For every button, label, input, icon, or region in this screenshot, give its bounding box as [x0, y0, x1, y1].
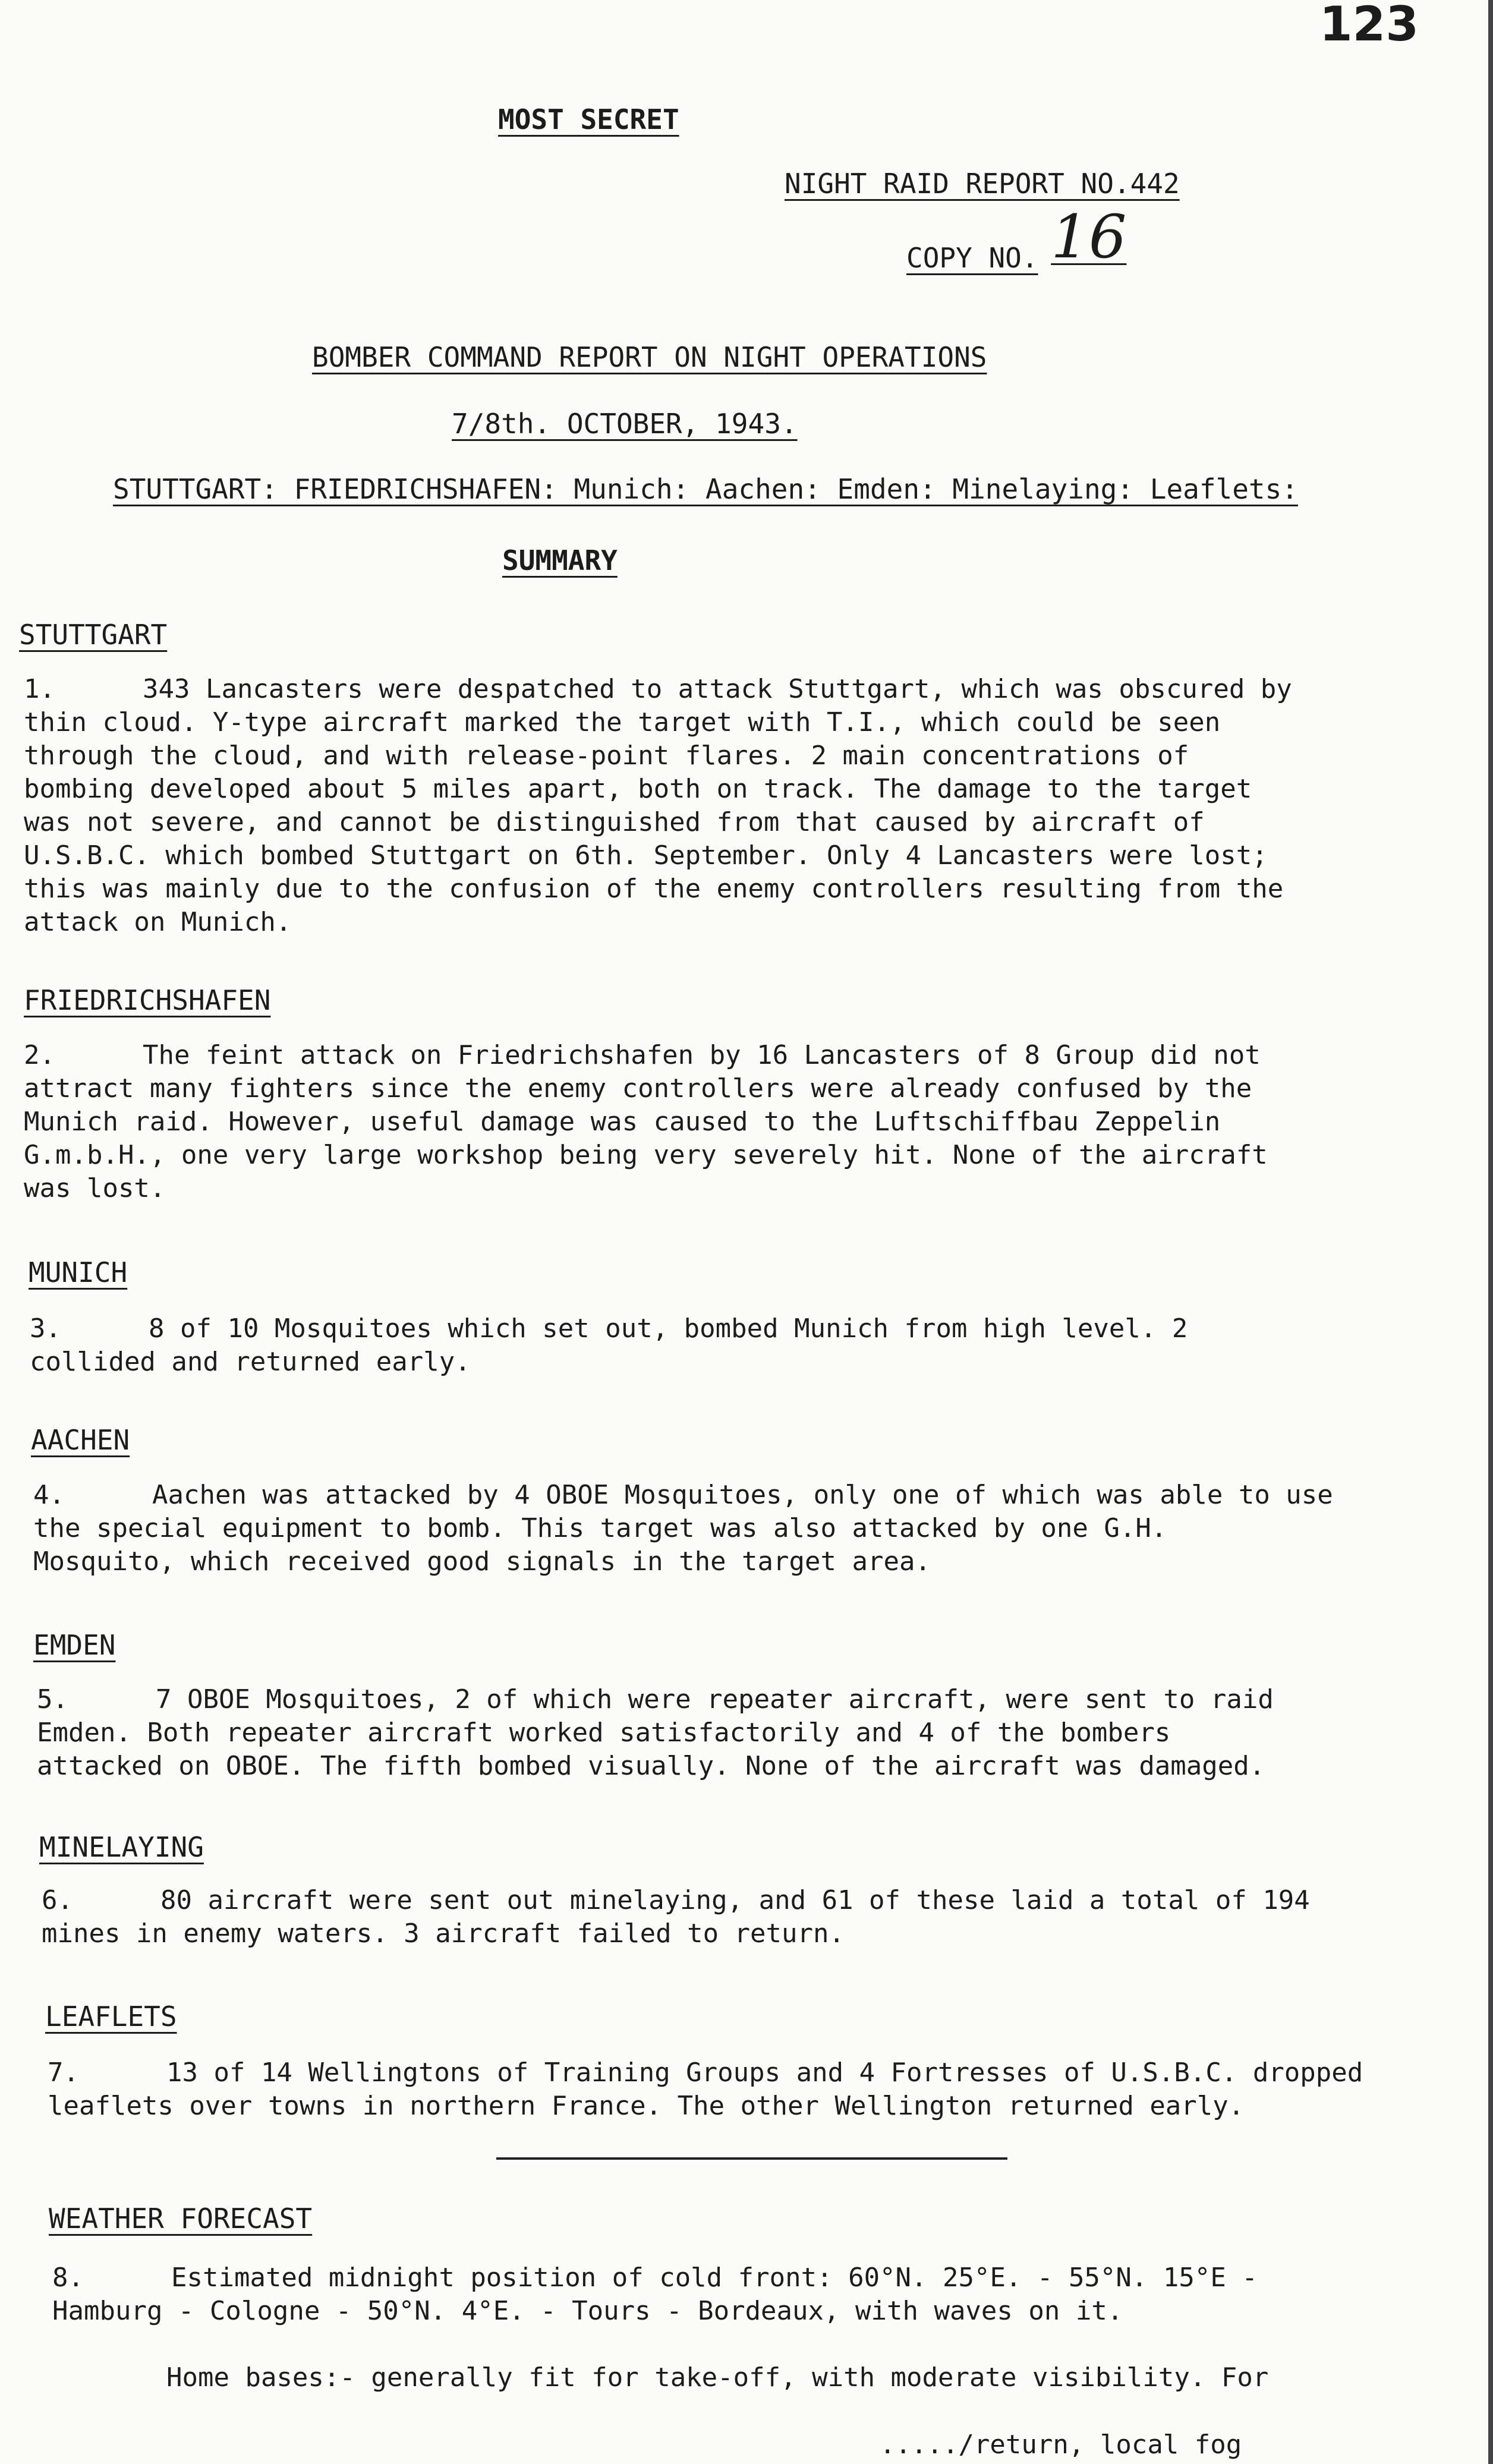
section-heading-aachen: AACHEN — [31, 1424, 130, 1456]
paragraph-line: was lost. — [24, 1173, 166, 1203]
paragraph-line: Hamburg - Cologne - 50°N. 4°E. - Tours - Bordeaux, with waves on it. — [52, 2296, 1123, 2326]
section-heading-emden: EMDEN — [33, 1629, 116, 1661]
paragraph-line: attacked on OBOE. The fifth bombed visually. None of the aircraft was damaged. — [37, 1751, 1265, 1781]
paragraph-friedrichshafen — [24, 1039, 1450, 1205]
section-heading-friedrichshafen: FRIEDRICHSHAFEN — [24, 984, 271, 1016]
paragraph-line: Emden. Both repeater aircraft worked satisfactorily and 4 of the bombers — [37, 1718, 1171, 1748]
paragraph-line: Mosquito, which received good signals in the target area. — [33, 1546, 931, 1577]
paragraph-number: 5. — [37, 1684, 68, 1715]
paragraph-line: leaflets over towns in northern France. The other Wellington returned early. — [48, 2091, 1245, 2121]
scan-edge — [1488, 0, 1493, 2464]
paragraph-aachen — [33, 1479, 1460, 1578]
paragraph-line: thin cloud. Y-type aircraft marked the target with T.I., which could be seen — [24, 707, 1221, 738]
classification: MOST SECRET — [498, 103, 679, 136]
paragraph-line: U.S.B.C. which bombed Stuttgart on 6th. September. Only 4 Lancasters were lost; — [24, 840, 1268, 871]
paragraph-number: 8. — [52, 2263, 84, 2293]
paragraph-number: 6. — [42, 1885, 73, 1915]
paragraph-line: G.m.b.H., one very large workshop being very severely hit. None of the aircraft — [24, 1140, 1268, 1170]
copy-number-handwritten: 16 — [1051, 202, 1127, 272]
paragraph-line: attack on Munich. — [24, 907, 292, 937]
paragraph-line: bombing developed about 5 miles apart, both on track. The damage to the target — [24, 774, 1252, 804]
copy-label: COPY NO. — [906, 242, 1038, 274]
section-heading-munich: MUNICH — [29, 1256, 128, 1288]
paragraph-line: 2. The feint attack on Friedrichshafen by 16 Lancasters of 8 Group did not — [24, 1039, 1450, 1072]
paragraph-weather-forecast — [52, 2261, 1479, 2328]
paragraph-line: 3. 8 of 10 Mosquitoes which set out, bombed Munich from high level. 2 — [30, 1312, 1456, 1346]
paragraph-line: collided and returned early. — [30, 1347, 471, 1377]
paragraph-number: 7. — [48, 2057, 79, 2088]
paragraph-line: 5. 7 OBOE Mosquitoes, 2 of which were repeater aircraft, were sent to raid — [37, 1683, 1463, 1716]
continuation-marker: ...../return, local fog — [880, 2430, 1242, 2460]
paragraph-line: was not severe, and cannot be distinguished from that caused by aircraft of — [24, 807, 1205, 837]
paragraph-number: 2. — [24, 1040, 55, 1070]
paragraph-emden — [37, 1683, 1463, 1783]
paragraph-line: Munich raid. However, useful damage was caused to the Luftschiffbau Zeppelin — [24, 1107, 1221, 1137]
page-number: 123 — [1319, 0, 1419, 52]
paragraph-line: 8. Estimated midnight position of cold front: 60°N. 25°E. - 55°N. 15°E - — [52, 2261, 1479, 2295]
section-heading-weather-forecast: WEATHER FORECAST — [49, 2203, 313, 2235]
paragraph-line: 4. Aachen was attacked by 4 OBOE Mosquitoes, only one of which was able to use — [33, 1479, 1460, 1512]
section-heading-leaflets: LEAFLETS — [45, 2000, 177, 2033]
paragraph-line: the special equipment to bomb. This target was also attacked by one G.H. — [33, 1513, 1167, 1543]
summary-heading: SUMMARY — [502, 544, 618, 576]
paragraph-number: 3. — [30, 1313, 61, 1344]
paragraph-line: this was mainly due to the confusion of the enemy controllers resulting from the — [24, 874, 1284, 904]
paragraph-munich — [30, 1312, 1456, 1379]
section-heading-stuttgart: STUTTGART — [19, 619, 168, 651]
paragraph-line: attract many fighters since the enemy controllers were already confused by the — [24, 1073, 1252, 1104]
paragraph-stuttgart — [24, 673, 1450, 939]
report-date: 7/8th. OCTOBER, 1943. — [452, 408, 798, 440]
copy-number-line — [906, 202, 1126, 272]
paragraph-leaflets — [48, 2056, 1474, 2123]
report-title: BOMBER COMMAND REPORT ON NIGHT OPERATIONS — [312, 341, 987, 373]
home-bases-line: Home bases:- generally fit for take-off, with moderate visibility. For — [166, 2362, 1269, 2393]
section-heading-minelaying: MINELAYING — [39, 1831, 204, 1863]
targets-line: STUTTGART: FRIEDRICHSHAFEN: Munich: Aachen: Emden: Minelaying: Leaflets: — [113, 473, 1298, 505]
paragraph-line: 1. 343 Lancasters were despatched to attack Stuttgart, which was obscured by — [24, 673, 1450, 706]
report-reference: NIGHT RAID REPORT NO.442 — [785, 168, 1180, 200]
paragraph-line: 7. 13 of 14 Wellingtons of Training Groups and 4 Fortresses of U.S.B.C. dropped — [48, 2056, 1474, 2090]
paragraph-line: mines in enemy waters. 3 aircraft failed to return. — [42, 1918, 845, 1949]
section-divider — [496, 2157, 1007, 2160]
paragraph-number: 1. — [24, 674, 55, 704]
paragraph-minelaying — [42, 1884, 1468, 1951]
paragraph-line: through the cloud, and with release-point flares. 2 main concentrations of — [24, 741, 1189, 771]
paragraph-line: 6. 80 aircraft were sent out minelaying, and 61 of these laid a total of 194 — [42, 1884, 1468, 1917]
paragraph-number: 4. — [33, 1480, 65, 1510]
